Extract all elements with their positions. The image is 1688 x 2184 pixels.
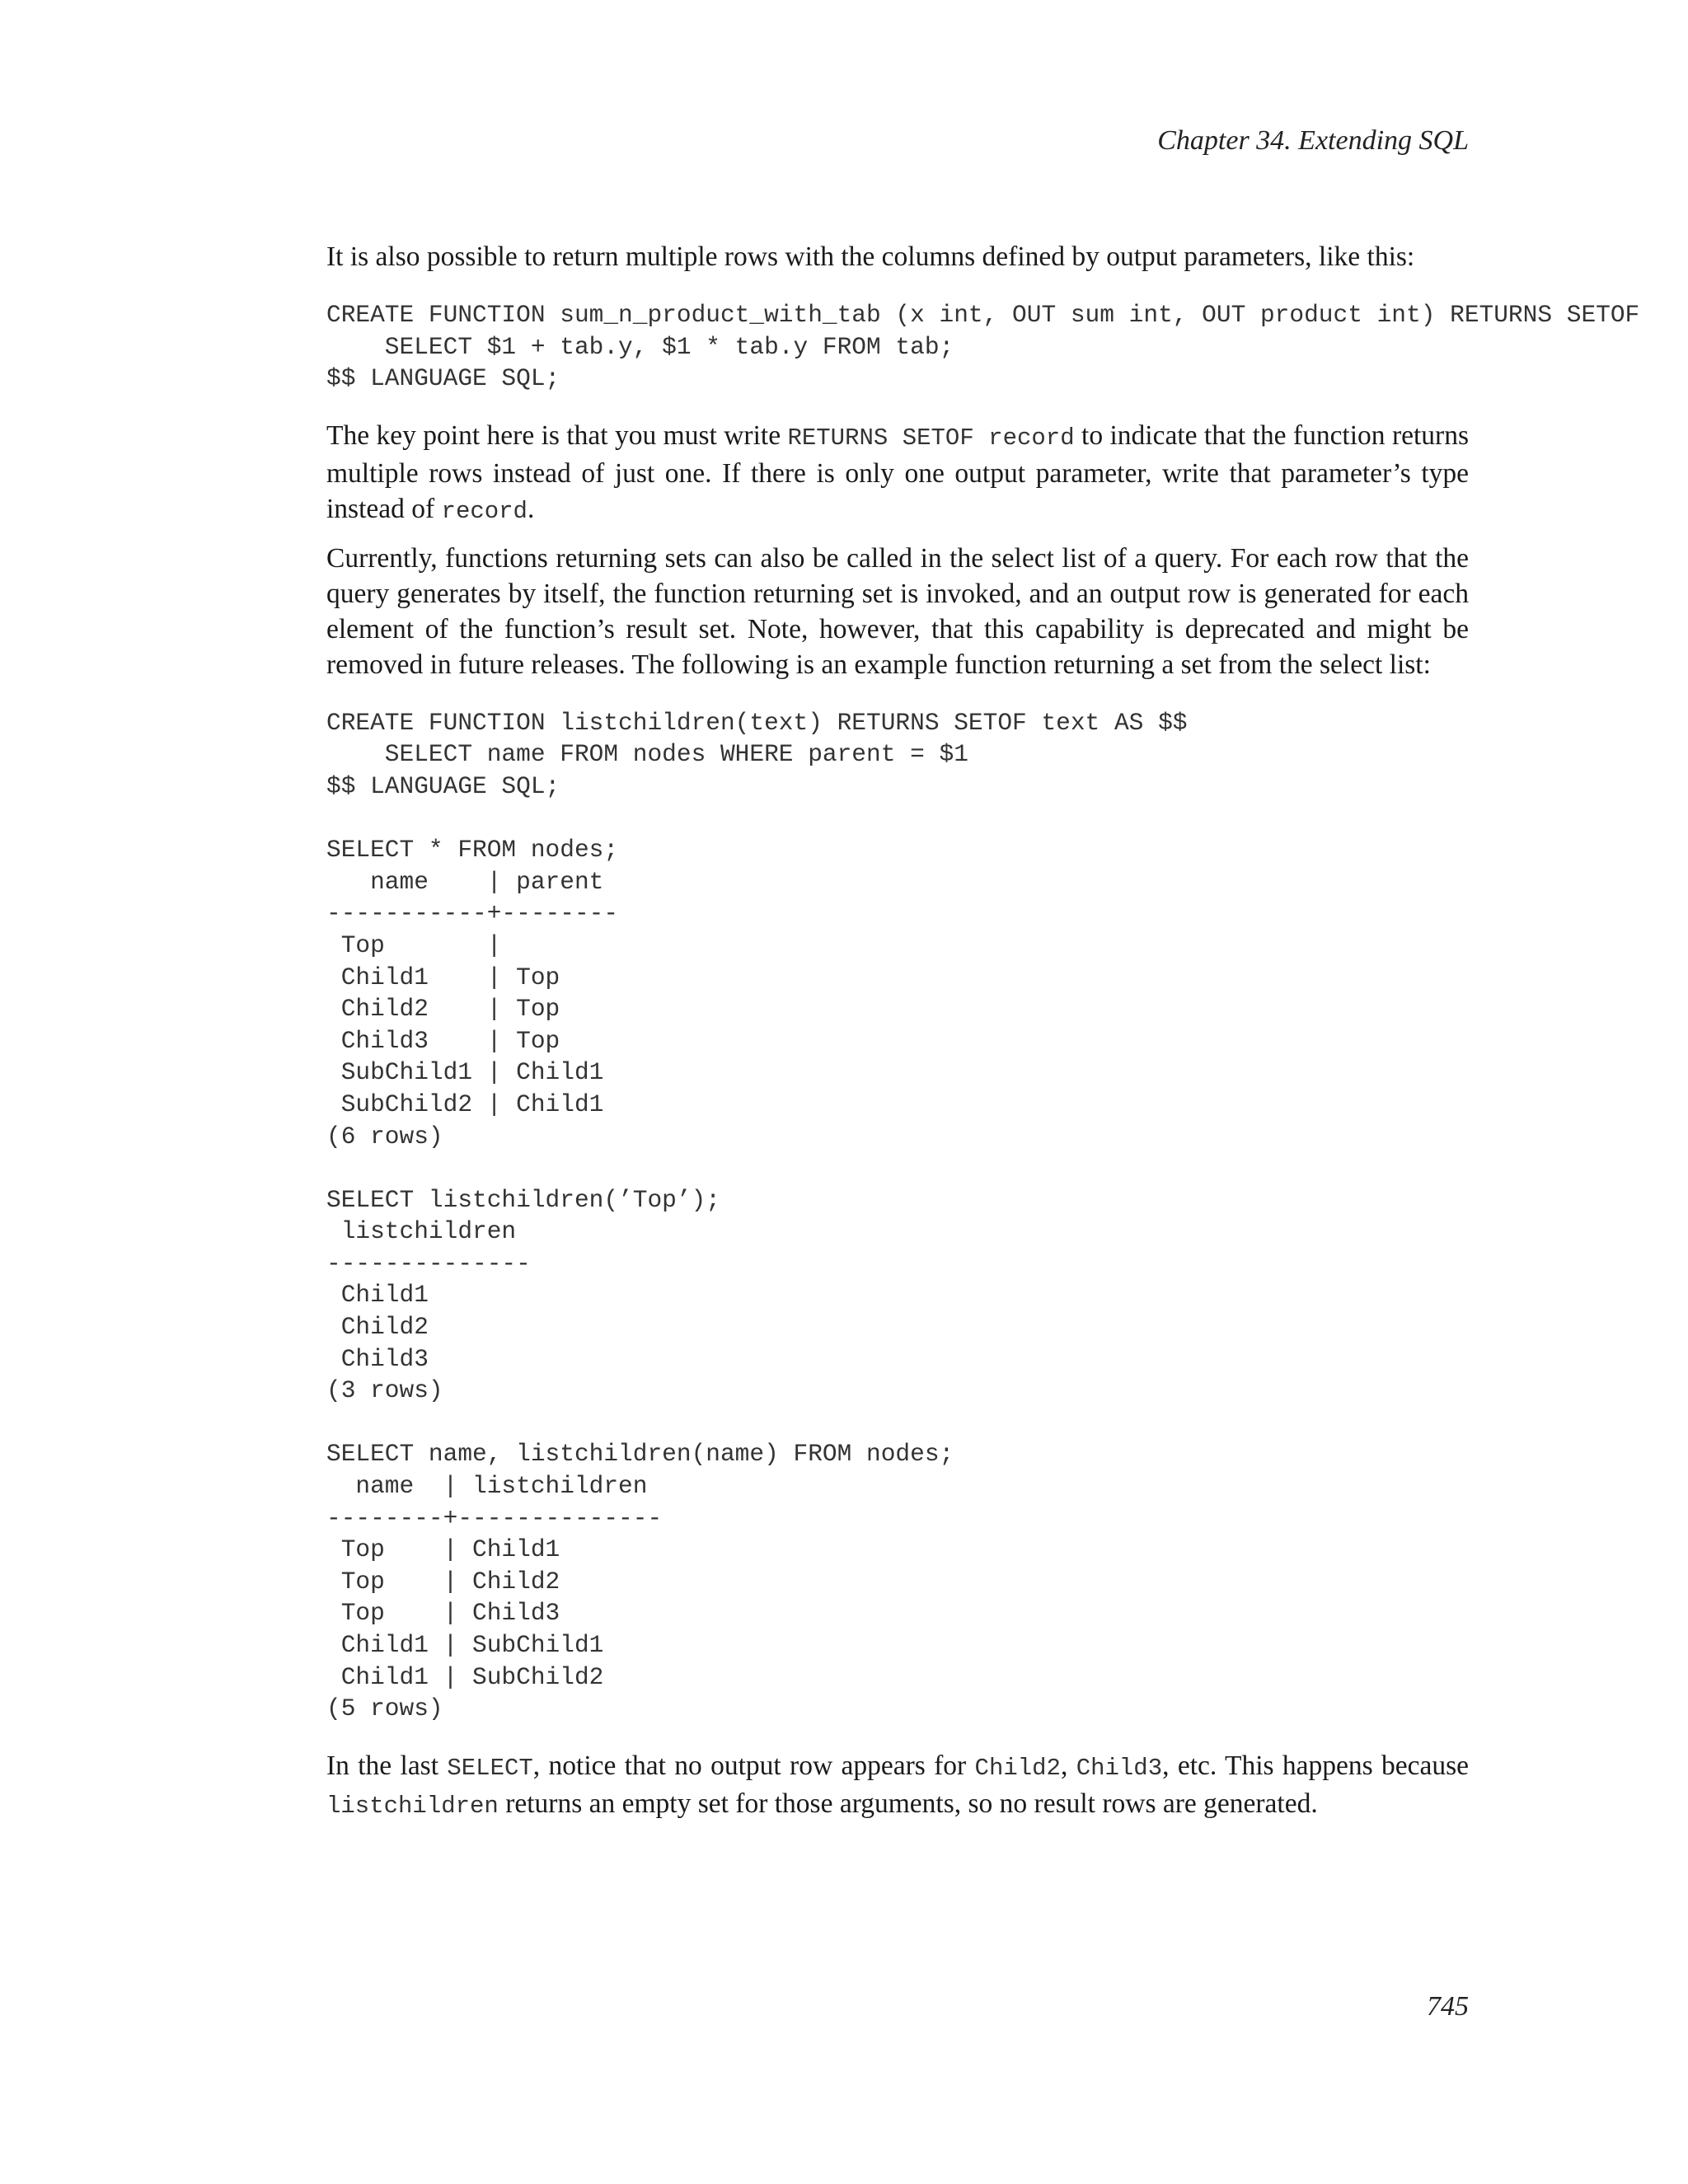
text-span: In the last [326, 1750, 448, 1781]
paragraph-select-list: Currently, functions returning sets can also be called in the select list of a query. For each row that the query generates by itself, the function returning set is invoked, and an output row is generated for each element of the function’s result set. Note, however, that this capability is deprecated and might be removed in future releases. The following is an example function returning a set from the select list: [326, 542, 1469, 680]
inline-code-returns-setof-record: RETURNS SETOF record [787, 424, 1075, 452]
running-header: Chapter 34. Extending SQL [1157, 125, 1469, 156]
text-span: , [1060, 1750, 1076, 1781]
code-block-sum-n-product: CREATE FUNCTION sum_n_product_with_tab (x int, OUT sum int, OUT product int) RETURNS SETOF SELECT $1 + tab.y, $1 * tab.y FROM tab; $$ LANGUAGE SQL; [326, 301, 1640, 393]
text-span: The key point here is that you must write [326, 419, 788, 451]
paragraph-returns-setof [326, 418, 1469, 529]
inline-code-child3: Child3 [1076, 1754, 1163, 1782]
page-number: 745 [1427, 1991, 1469, 2022]
inline-code-child2: Child2 [974, 1754, 1061, 1782]
paragraph-last-select [326, 1748, 1469, 1824]
inline-code-record: record [441, 497, 528, 525]
page-content [326, 239, 1640, 1824]
inline-code-select: SELECT [447, 1754, 533, 1782]
paragraph-intro: It is also possible to return multiple rows with the columns defined by output parameters, like this: [326, 241, 1415, 272]
text-span: to indicate that the function returns multiple rows instead of just one. If there is only one output parameter, write that parameter’s type instead of [326, 419, 1469, 524]
text-span: , notice that no output row appears for [532, 1750, 975, 1781]
inline-code-listchildren: listchildren [326, 1792, 499, 1820]
text-span: , etc. This happens because [1162, 1750, 1469, 1781]
text-span: . [527, 493, 535, 524]
code-block-listchildren: CREATE FUNCTION listchildren(text) RETURNS SETOF text AS $$ SELECT name FROM nodes WHERE parent = $1 $$ LANGUAGE SQL; SELECT * FROM nodes; name | parent -----------+-------- Top | Child1 | Top Child2 | Top Child3 | Top SubChild1 | Child1 SubChild2 | Child1 (6 rows) SELECT listchildren(’Top’); listchildren -------------- Child1 Child2 Child3 (3 rows) SELECT name, listchildren(name) FROM nodes; name | listchildren --------+-------------- Top | Child1 Top | Child2 Top | Child3 Child1 | SubChild1 Child1 | SubChild2 (5 rows) [326, 708, 1188, 1723]
text-span: returns an empty set for those arguments, so no result rows are generated. [498, 1788, 1318, 1819]
